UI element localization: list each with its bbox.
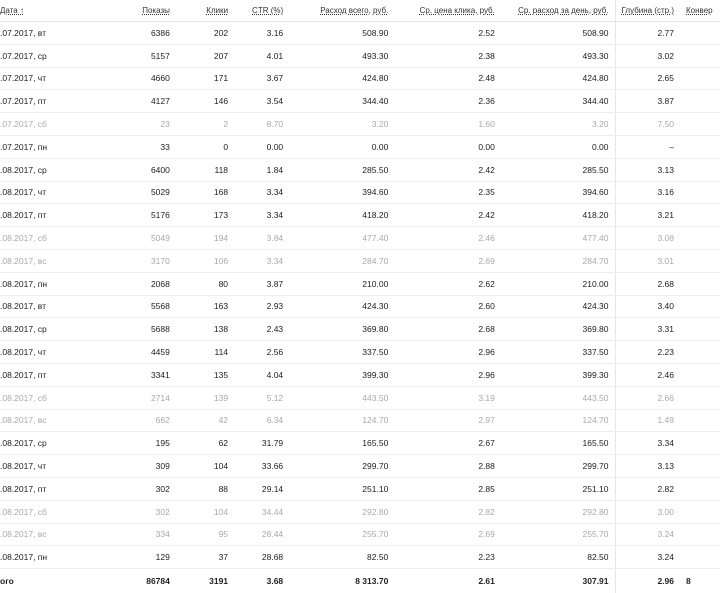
cell-date: .08.2017, сб [0,227,115,250]
table-row[interactable] [0,44,720,67]
cell-depth: 3.40 [615,295,680,318]
cell-depth: 3.16 [615,181,680,204]
cell-date: .07.2017, сб [0,113,115,136]
cell-shows: 5688 [115,318,175,341]
cell-shows: 4127 [115,90,175,113]
table-row[interactable] [0,341,720,364]
total-conversion: 8 [680,569,720,593]
cell-spend: 424.30 [289,295,394,318]
cell-shows: 23 [115,113,175,136]
cell-spend: 292.80 [289,500,394,523]
cell-date: .08.2017, вс [0,409,115,432]
cell-conversion [680,181,720,204]
cell-conversion [680,295,720,318]
cell-clicks: 42 [176,409,234,432]
cell-avg-cpc: 2.23 [394,546,501,569]
cell-conversion [680,523,720,546]
cell-conversion [680,67,720,90]
table-row[interactable] [0,500,720,523]
cell-avg-cpc: 2.35 [394,181,501,204]
cell-avg-cpc: 0.00 [394,135,501,158]
cell-depth: 2.68 [615,272,680,295]
cell-ctr: 34.44 [234,500,289,523]
cell-depth: 2.66 [615,386,680,409]
table-header-row [0,0,720,22]
cell-avg-daily-spend: 424.80 [501,67,615,90]
cell-avg-cpc: 3.19 [394,386,501,409]
cell-ctr: 3.54 [234,90,289,113]
cell-conversion [680,249,720,272]
table-row[interactable] [0,546,720,569]
table-row[interactable] [0,113,720,136]
cell-clicks: 139 [176,386,234,409]
cell-avg-daily-spend: 124.70 [501,409,615,432]
cell-avg-daily-spend: 165.50 [501,432,615,455]
cell-ctr: 1.84 [234,158,289,181]
cell-clicks: 0 [176,135,234,158]
cell-shows: 662 [115,409,175,432]
cell-avg-daily-spend: 337.50 [501,341,615,364]
table-row[interactable] [0,67,720,90]
cell-spend: 493.30 [289,44,394,67]
cell-conversion [680,44,720,67]
cell-avg-cpc: 2.36 [394,90,501,113]
cell-ctr: 3.84 [234,227,289,250]
cell-avg-daily-spend: 394.60 [501,181,615,204]
cell-depth: 2.65 [615,67,680,90]
cell-depth: 3.87 [615,90,680,113]
cell-clicks: 62 [176,432,234,455]
column-header-clicks[interactable]: Клики [176,0,234,22]
cell-date: .08.2017, пн [0,272,115,295]
cell-avg-daily-spend: 0.00 [501,135,615,158]
cell-conversion [680,363,720,386]
table-row[interactable] [0,432,720,455]
cell-spend: 210.00 [289,272,394,295]
cell-date: .08.2017, пт [0,477,115,500]
column-header-ctr[interactable]: CTR (%) [234,0,289,22]
cell-avg-daily-spend: 210.00 [501,272,615,295]
table-row[interactable] [0,181,720,204]
cell-ctr: 28.68 [234,546,289,569]
cell-avg-cpc: 2.85 [394,477,501,500]
cell-date: .08.2017, сб [0,500,115,523]
column-header-shows[interactable]: Показы [115,0,175,22]
cell-depth: 1.49 [615,409,680,432]
cell-ctr: 5.12 [234,386,289,409]
cell-avg-cpc: 2.38 [394,44,501,67]
cell-ctr: 29.14 [234,477,289,500]
cell-depth: 3.08 [615,227,680,250]
cell-ctr: 0.00 [234,135,289,158]
cell-shows: 3170 [115,249,175,272]
total-ctr: 3.68 [234,569,289,593]
cell-clicks: 104 [176,455,234,478]
cell-avg-cpc: 2.82 [394,500,501,523]
cell-shows: 6400 [115,158,175,181]
cell-depth: 3.01 [615,249,680,272]
cell-depth: 3.13 [615,455,680,478]
cell-conversion [680,318,720,341]
cell-avg-daily-spend: 285.50 [501,158,615,181]
cell-conversion [680,158,720,181]
cell-depth: 2.82 [615,477,680,500]
cell-avg-daily-spend: 255.70 [501,523,615,546]
cell-conversion [680,204,720,227]
cell-depth: 3.24 [615,523,680,546]
cell-conversion [680,113,720,136]
column-header-avg-cpc[interactable]: Ср. цена клика, руб. [394,0,501,22]
cell-conversion [680,22,720,45]
cell-clicks: 168 [176,181,234,204]
cell-spend: 82.50 [289,546,394,569]
cell-spend: 251.10 [289,477,394,500]
table-body [0,22,720,569]
table-row[interactable] [0,135,720,158]
cell-spend: 284.70 [289,249,394,272]
total-row [0,569,720,593]
table-row[interactable] [0,477,720,500]
cell-avg-daily-spend: 399.30 [501,363,615,386]
cell-clicks: 202 [176,22,234,45]
cell-shows: 5049 [115,227,175,250]
cell-conversion [680,90,720,113]
cell-date: .08.2017, ср [0,158,115,181]
column-header-conversion[interactable]: Конвер [680,0,720,22]
cell-date: .08.2017, вт [0,295,115,318]
cell-ctr: 8.70 [234,113,289,136]
cell-avg-cpc: 2.69 [394,249,501,272]
cell-shows: 4660 [115,67,175,90]
cell-clicks: 2 [176,113,234,136]
cell-shows: 33 [115,135,175,158]
cell-date: .08.2017, вс [0,523,115,546]
cell-ctr: 4.01 [234,44,289,67]
cell-avg-cpc: 2.52 [394,22,501,45]
cell-spend: 508.90 [289,22,394,45]
cell-conversion [680,341,720,364]
cell-depth: 3.00 [615,500,680,523]
cell-shows: 302 [115,477,175,500]
cell-ctr: 3.16 [234,22,289,45]
cell-depth: 2.46 [615,363,680,386]
table-row[interactable] [0,158,720,181]
cell-clicks: 173 [176,204,234,227]
cell-spend: 124.70 [289,409,394,432]
cell-spend: 285.50 [289,158,394,181]
cell-clicks: 171 [176,67,234,90]
cell-ctr: 4.04 [234,363,289,386]
cell-date: .08.2017, чт [0,181,115,204]
column-header-depth[interactable]: Глубина (стр.) [615,0,680,22]
cell-clicks: 80 [176,272,234,295]
cell-clicks: 37 [176,546,234,569]
table-row[interactable] [0,363,720,386]
cell-shows: 2068 [115,272,175,295]
cell-avg-cpc: 2.62 [394,272,501,295]
cell-spend: 394.60 [289,181,394,204]
table-row[interactable] [0,249,720,272]
table-row[interactable] [0,295,720,318]
cell-date: .07.2017, пт [0,90,115,113]
cell-shows: 129 [115,546,175,569]
cell-depth: – [615,135,680,158]
cell-avg-cpc: 2.48 [394,67,501,90]
cell-clicks: 146 [176,90,234,113]
total-avg-daily-spend: 307.91 [501,569,615,593]
column-header-date[interactable]: Дата ↑ [0,0,115,22]
cell-date: .08.2017, пн [0,546,115,569]
table-row[interactable] [0,90,720,113]
cell-ctr: 2.56 [234,341,289,364]
cell-date: .08.2017, сб [0,386,115,409]
cell-conversion [680,432,720,455]
cell-spend: 424.80 [289,67,394,90]
table-row[interactable] [0,22,720,45]
cell-depth: 3.02 [615,44,680,67]
cell-shows: 309 [115,455,175,478]
table-row[interactable] [0,455,720,478]
cell-avg-daily-spend: 284.70 [501,249,615,272]
cell-shows: 5029 [115,181,175,204]
cell-avg-cpc: 2.96 [394,363,501,386]
total-avg-cpc: 2.61 [394,569,501,593]
cell-clicks: 88 [176,477,234,500]
total-clicks: 3191 [176,569,234,593]
table-row[interactable] [0,204,720,227]
cell-depth: 2.77 [615,22,680,45]
cell-avg-cpc: 2.46 [394,227,501,250]
cell-avg-daily-spend: 299.70 [501,455,615,478]
cell-date: .07.2017, ср [0,44,115,67]
cell-ctr: 6.34 [234,409,289,432]
cell-spend: 399.30 [289,363,394,386]
cell-date: .08.2017, чт [0,341,115,364]
cell-avg-daily-spend: 369.80 [501,318,615,341]
cell-date: .08.2017, вс [0,249,115,272]
cell-avg-daily-spend: 477.40 [501,227,615,250]
cell-avg-cpc: 2.69 [394,523,501,546]
cell-avg-cpc: 2.67 [394,432,501,455]
cell-spend: 165.50 [289,432,394,455]
cell-shows: 6386 [115,22,175,45]
cell-spend: 0.00 [289,135,394,158]
table-row[interactable] [0,227,720,250]
cell-shows: 5176 [115,204,175,227]
cell-shows: 334 [115,523,175,546]
cell-date: .08.2017, пт [0,204,115,227]
cell-date: .08.2017, пт [0,363,115,386]
cell-depth: 3.31 [615,318,680,341]
cell-shows: 3341 [115,363,175,386]
cell-ctr: 3.67 [234,67,289,90]
cell-depth: 3.21 [615,204,680,227]
cell-shows: 195 [115,432,175,455]
cell-spend: 299.70 [289,455,394,478]
cell-ctr: 33.66 [234,455,289,478]
cell-avg-daily-spend: 493.30 [501,44,615,67]
cell-depth: 3.34 [615,432,680,455]
cell-date: .07.2017, чт [0,67,115,90]
cell-conversion [680,455,720,478]
cell-spend: 477.40 [289,227,394,250]
cell-spend: 337.50 [289,341,394,364]
cell-ctr: 31.79 [234,432,289,455]
cell-spend: 344.40 [289,90,394,113]
cell-clicks: 194 [176,227,234,250]
column-header-spend[interactable]: Расход всего, руб. [289,0,394,22]
column-header-avg-daily-spend[interactable]: Ср. расход за день, руб. [501,0,615,22]
table-row[interactable] [0,523,720,546]
cell-depth: 7.50 [615,113,680,136]
total-label: ого [0,569,115,593]
cell-avg-daily-spend: 418.20 [501,204,615,227]
cell-avg-cpc: 2.88 [394,455,501,478]
cell-clicks: 135 [176,363,234,386]
cell-ctr: 3.34 [234,249,289,272]
cell-conversion [680,546,720,569]
cell-avg-daily-spend: 443.50 [501,386,615,409]
cell-ctr: 3.87 [234,272,289,295]
cell-date: .08.2017, чт [0,455,115,478]
cell-shows: 5568 [115,295,175,318]
cell-ctr: 2.93 [234,295,289,318]
total-spend: 8 313.70 [289,569,394,593]
cell-clicks: 163 [176,295,234,318]
cell-avg-cpc: 2.42 [394,204,501,227]
cell-date: .08.2017, ср [0,432,115,455]
cell-shows: 4459 [115,341,175,364]
cell-depth: 3.13 [615,158,680,181]
cell-avg-daily-spend: 344.40 [501,90,615,113]
cell-conversion [680,272,720,295]
cell-conversion [680,500,720,523]
cell-avg-cpc: 2.96 [394,341,501,364]
cell-ctr: 3.34 [234,204,289,227]
cell-spend: 443.50 [289,386,394,409]
table-row[interactable] [0,318,720,341]
cell-clicks: 207 [176,44,234,67]
cell-clicks: 114 [176,341,234,364]
cell-shows: 2714 [115,386,175,409]
cell-spend: 418.20 [289,204,394,227]
cell-conversion [680,409,720,432]
cell-ctr: 2.43 [234,318,289,341]
cell-avg-daily-spend: 82.50 [501,546,615,569]
cell-avg-cpc: 2.60 [394,295,501,318]
cell-spend: 369.80 [289,318,394,341]
total-shows: 86784 [115,569,175,593]
cell-avg-cpc: 1.60 [394,113,501,136]
cell-ctr: 28.44 [234,523,289,546]
cell-avg-cpc: 2.42 [394,158,501,181]
cell-avg-daily-spend: 292.80 [501,500,615,523]
cell-ctr: 3.34 [234,181,289,204]
cell-avg-daily-spend: 3.20 [501,113,615,136]
cell-clicks: 138 [176,318,234,341]
cell-avg-daily-spend: 424.30 [501,295,615,318]
cell-date: .08.2017, ср [0,318,115,341]
cell-depth: 2.23 [615,341,680,364]
cell-conversion [680,227,720,250]
cell-clicks: 95 [176,523,234,546]
cell-depth: 3.24 [615,546,680,569]
cell-shows: 302 [115,500,175,523]
cell-date: .07.2017, пн [0,135,115,158]
table-row[interactable] [0,272,720,295]
cell-clicks: 106 [176,249,234,272]
cell-avg-cpc: 2.68 [394,318,501,341]
table-row[interactable] [0,409,720,432]
cell-date: .07.2017, вт [0,22,115,45]
cell-conversion [680,135,720,158]
cell-spend: 3.20 [289,113,394,136]
cell-shows: 5157 [115,44,175,67]
cell-clicks: 118 [176,158,234,181]
cell-avg-daily-spend: 251.10 [501,477,615,500]
cell-conversion [680,477,720,500]
cell-clicks: 104 [176,500,234,523]
cell-conversion [680,386,720,409]
total-depth: 2.96 [615,569,680,593]
table-row[interactable] [0,386,720,409]
cell-spend: 255.70 [289,523,394,546]
cell-avg-cpc: 2.97 [394,409,501,432]
cell-avg-daily-spend: 508.90 [501,22,615,45]
